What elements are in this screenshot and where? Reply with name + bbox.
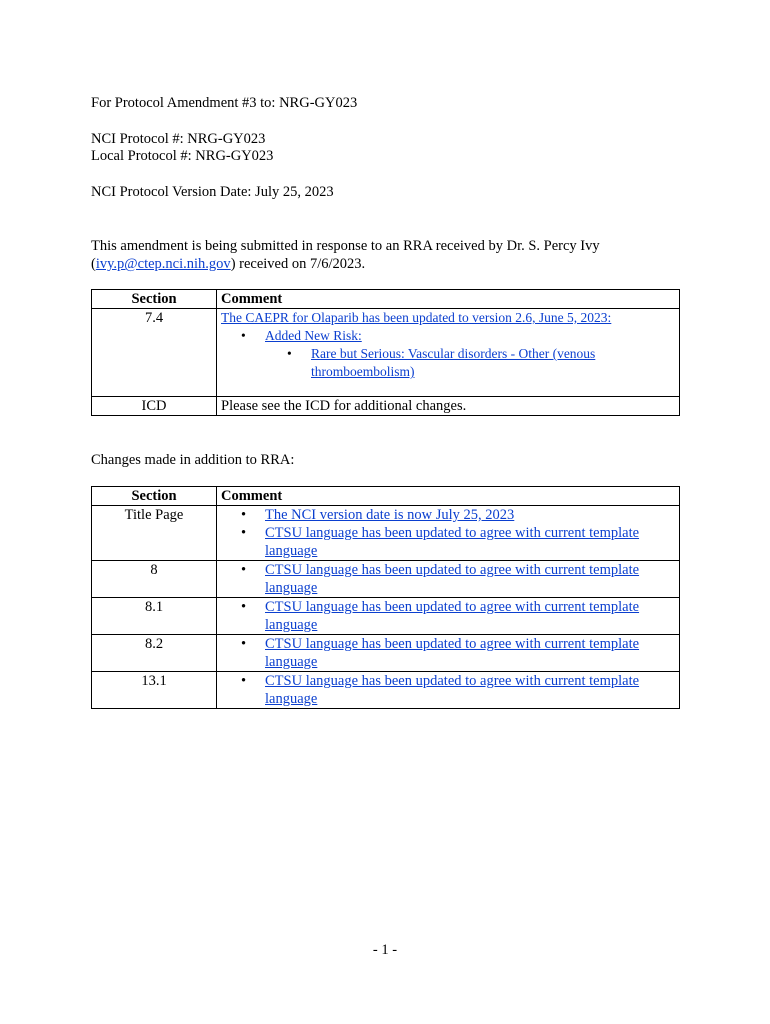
intro-text-after: ) received on 7/6/2023.: [230, 256, 366, 272]
section-cell: 8.2: [92, 635, 217, 672]
local-protocol-number: Local Protocol #: NRG-GY023: [91, 148, 274, 164]
header-section: Section: [92, 290, 217, 309]
header-comment: Comment: [217, 290, 680, 309]
comment-cell: [217, 635, 680, 672]
ctsu-language-link[interactable]: CTSU language has been updated to agree with current template language: [265, 599, 640, 633]
list-item: [265, 506, 675, 524]
table-row: [92, 309, 680, 397]
comment-cell: [217, 598, 680, 635]
bullet-list: [221, 506, 675, 560]
version-date: NCI Protocol Version Date: July 25, 2023: [91, 184, 334, 200]
table-row: [92, 561, 680, 598]
caepr-update-link[interactable]: The CAEPR for Olaparib has been updated to version 2.6, June 5, 2023:: [221, 310, 612, 325]
added-new-risk-link[interactable]: Added New Risk:: [265, 328, 362, 343]
table-row: [92, 672, 680, 709]
section-cell: Title Page: [92, 506, 217, 561]
ctsu-language-link[interactable]: CTSU language has been updated to agree with current template language: [265, 673, 640, 707]
comment-cell: Please see the ICD for additional changes.: [217, 397, 680, 416]
page-number: - 1 -: [372, 942, 398, 958]
ctsu-language-link[interactable]: CTSU language has been updated to agree with current template language: [265, 525, 640, 559]
version-date-link[interactable]: The NCI version date is now July 25, 2023: [265, 507, 515, 523]
bullet-list: [221, 672, 675, 708]
list-item: [265, 598, 675, 634]
nci-protocol-number: NCI Protocol #: NRG-GY023: [91, 131, 266, 147]
table-row: [92, 397, 680, 416]
list-item: [265, 524, 675, 560]
section-cell: 8: [92, 561, 217, 598]
comment-cell: [217, 672, 680, 709]
comment-cell: [217, 561, 680, 598]
table-row: [92, 598, 680, 635]
list-item: [265, 561, 675, 597]
section-cell: ICD: [92, 397, 217, 416]
bullet-list: [221, 635, 675, 671]
bullet-list: [221, 561, 675, 597]
table-row: [92, 506, 680, 561]
open-paren: (: [91, 256, 96, 272]
sub-bullet-list: [265, 345, 611, 381]
bullet-list: [221, 598, 675, 634]
amendment-line: For Protocol Amendment #3 to: NRG-GY023: [91, 95, 358, 111]
list-item: [265, 672, 675, 708]
additional-changes-heading: Changes made in addition to RRA:: [91, 452, 295, 468]
list-item: [265, 635, 675, 671]
email-link[interactable]: ivy.p@ctep.nci.nih.gov: [95, 256, 231, 272]
list-item: [311, 345, 611, 381]
comment-cell: [217, 309, 680, 397]
section-cell: 8.1: [92, 598, 217, 635]
comment-cell: [217, 506, 680, 561]
header-section: Section: [92, 487, 217, 506]
additional-changes-table: [91, 486, 680, 709]
section-cell: 7.4: [92, 309, 217, 397]
intro-text: This amendment is being submitted in response to an RRA received by Dr. S. Percy Ivy: [91, 238, 600, 254]
ctsu-language-link[interactable]: CTSU language has been updated to agree with current template language: [265, 636, 640, 670]
rra-changes-table: [91, 289, 680, 416]
bullet-list: [221, 327, 675, 381]
header-comment: Comment: [217, 487, 680, 506]
ctsu-language-link[interactable]: CTSU language has been updated to agree with current template language: [265, 562, 640, 596]
table-header-row: [92, 487, 680, 506]
intro-email-line: [91, 255, 365, 273]
list-item: [265, 327, 675, 381]
table-row: [92, 635, 680, 672]
section-cell: 13.1: [92, 672, 217, 709]
vascular-disorders-link[interactable]: Rare but Serious: Vascular disorders - Other (venous thromboembolism): [311, 346, 596, 379]
table-header-row: [92, 290, 680, 309]
